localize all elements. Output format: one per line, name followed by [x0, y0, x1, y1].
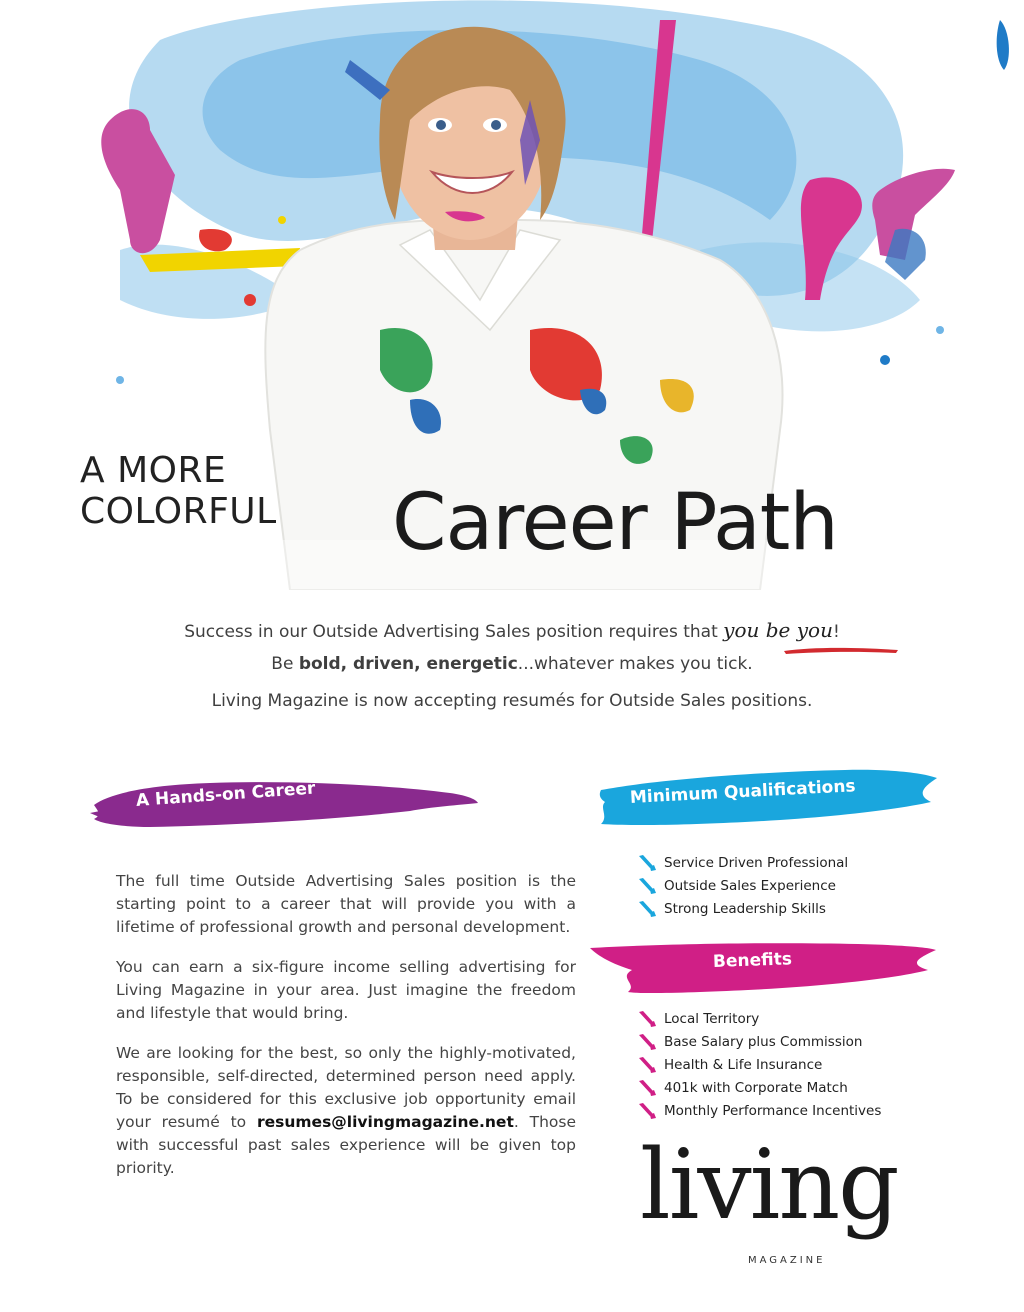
intro-bold-traits: bold, driven, energetic: [298, 654, 518, 674]
intro-line-2-start: Be: [271, 654, 299, 674]
qualification-label: Strong Leadership Skills: [664, 901, 826, 917]
logo-subtitle: MAGAZINE: [748, 1255, 826, 1266]
hands-on-career-title: A Hands-on Career: [135, 778, 316, 811]
benefit-label: Local Territory: [664, 1011, 760, 1027]
headline-line2: COLORFUL: [80, 491, 277, 532]
list-item: [638, 853, 848, 876]
paintbrush-icon: [638, 1080, 656, 1096]
qualifications-list: [638, 853, 848, 922]
intro-script-text: you be you: [723, 618, 833, 642]
qualification-label: Outside Sales Experience: [664, 878, 836, 894]
logo-wordmark: living: [640, 1129, 898, 1241]
minimum-qualifications-title: Minimum Qualifications: [629, 776, 857, 808]
list-item: [638, 1055, 881, 1078]
headline-title: Career Path: [392, 478, 838, 568]
body-paragraph-3-end: . Those with successful past sales experience will be given top priority.: [116, 1113, 576, 1177]
intro-line-1: [0, 618, 1024, 642]
list-item: [638, 1032, 881, 1055]
intro-line-2: [0, 654, 1024, 674]
headline-line1: A MORE: [80, 450, 227, 491]
living-magazine-logo: [640, 1130, 900, 1280]
intro-line-2-end: ...whatever makes you tick.: [517, 654, 753, 674]
body-copy: [116, 870, 576, 1197]
body-paragraph-3: [116, 1042, 576, 1180]
paintbrush-icon: [638, 855, 656, 871]
list-item: [638, 1009, 881, 1032]
benefits-heading: [588, 938, 938, 998]
benefits-list: [638, 1009, 881, 1124]
paintbrush-icon: [638, 1034, 656, 1050]
paintbrush-icon: [638, 1057, 656, 1073]
list-item: [638, 899, 848, 922]
intro-line-1-end: !: [832, 622, 840, 642]
list-item: [638, 1101, 881, 1124]
benefit-label: Monthly Performance Incentives: [664, 1103, 882, 1119]
qualification-label: Service Driven Professional: [664, 855, 849, 871]
list-item: [638, 876, 848, 899]
minimum-qualifications-heading: [595, 768, 940, 828]
body-paragraph-2: You can earn a six-figure income selling advertising for Living Magazine in your area. Just imagine the freedom and lifestyle that would bring.: [116, 958, 576, 1022]
paintbrush-icon: [638, 901, 656, 917]
email-address: resumes@livingmagazine.net: [256, 1113, 514, 1131]
body-paragraph-3-start: We are looking for the best, so only the highly-motivated, responsible, self-directed, determined person need apply. To be considered for this exclusive job opportunity email your resumé to: [116, 1044, 576, 1131]
paintbrush-icon: [638, 1103, 656, 1119]
paintbrush-icon: [638, 878, 656, 894]
hero-image: [0, 0, 1024, 590]
benefit-label: Base Salary plus Commission: [664, 1034, 863, 1050]
list-item: [638, 1078, 881, 1101]
body-paragraph-1: The full time Outside Advertising Sales position is the starting point to a career that will provide you with a lifetime of professional growth and personal development.: [116, 872, 576, 936]
benefit-label: 401k with Corporate Match: [664, 1080, 848, 1096]
paintbrush-icon: [638, 1011, 656, 1027]
intro-line-1-text: Success in our Outside Advertising Sales position requires that: [184, 622, 724, 642]
hands-on-career-heading: [90, 775, 480, 830]
benefits-title: Benefits: [712, 949, 793, 972]
benefit-label: Health & Life Insurance: [664, 1057, 823, 1073]
intro-line-3: Living Magazine is now accepting resumés for Outside Sales positions.: [211, 691, 813, 711]
